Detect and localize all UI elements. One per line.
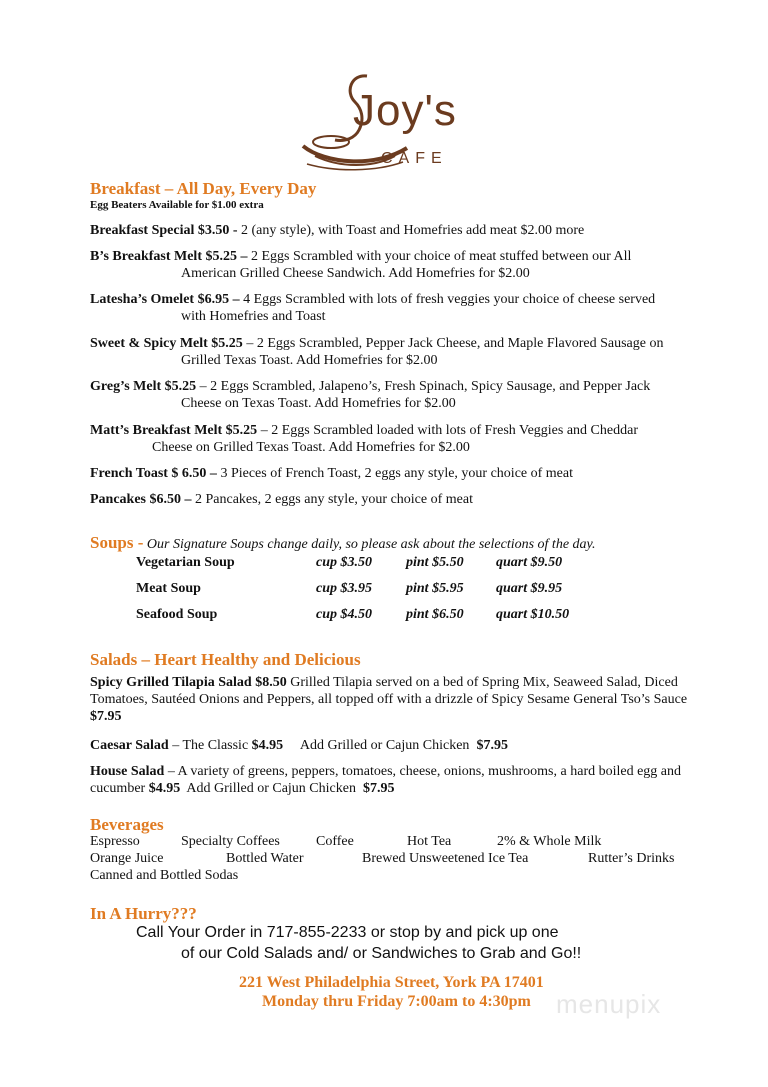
beverage-item: Hot Tea — [407, 834, 452, 849]
item-name: Caesar Salad — [90, 738, 169, 753]
soup-pint: pint $5.50 — [406, 555, 464, 570]
item-desc: 3 Pieces of French Toast, 2 eggs any style, your choice of meat — [216, 466, 573, 481]
item-name: Spicy Grilled Tilapia Salad $8.50 — [90, 675, 287, 690]
item-price: $7.95 — [90, 709, 122, 724]
beverage-item: Canned and Bottled Sodas — [90, 868, 239, 883]
hurry-heading: In A Hurry??? — [90, 904, 197, 923]
item-name: Breakfast Special $3.50 - — [90, 223, 238, 238]
item-name: House Salad — [90, 764, 165, 779]
item-desc: 2 Eggs Scrambled with your choice of meat stuffed between our All — [247, 249, 632, 264]
soups-header — [90, 533, 595, 553]
soup-pint: pint $6.50 — [406, 607, 464, 622]
breakfast-note: Egg Beaters Available for $1.00 extra — [90, 199, 264, 211]
watermark: menupix — [556, 989, 662, 1019]
item-desc: – 2 Eggs Scrambled loaded with lots of Fresh Veggies and Cheddar — [257, 423, 638, 438]
item-name: Pancakes $6.50 – — [90, 492, 192, 507]
beverage-item: Specialty Coffees — [181, 834, 280, 849]
beverage-item: Espresso — [90, 834, 140, 849]
item-desc: – A variety of greens, peppers, tomatoes, cheese, onions, mushrooms, a hard boiled egg and cucumber — [90, 764, 682, 796]
item-desc-cont: American Grilled Cheese Sandwich. Add Homefries for $2.00 — [181, 266, 530, 281]
breakfast-heading: Breakfast – All Day, Every Day — [90, 179, 317, 198]
item-desc: 2 Pancakes, 2 eggs any style, your choice of meat — [191, 492, 473, 507]
item-desc: – 2 Eggs Scrambled, Pepper Jack Cheese, and Maple Flavored Sausage on — [242, 336, 664, 351]
beverage-item: Bottled Water — [226, 851, 304, 866]
soup-name: Vegetarian Soup — [136, 555, 235, 570]
item-name: Matt’s Breakfast Melt $5.25 — [90, 423, 258, 438]
item-name: Latesha’s Omelet $6.95 – — [90, 292, 240, 307]
item-desc: – The Classic — [168, 738, 252, 753]
item-name: B’s Breakfast Melt $5.25 – — [90, 249, 248, 264]
item-price-extra: $7.95 — [476, 738, 508, 753]
menu-item — [90, 737, 730, 754]
menu-item — [90, 763, 715, 797]
item-desc-cont: Cheese on Grilled Texas Toast. Add Homefries for $2.00 — [152, 440, 470, 455]
item-name: Sweet & Spicy Melt $5.25 — [90, 336, 243, 351]
item-desc-cont: Cheese on Texas Toast. Add Homefries for $2.00 — [181, 396, 456, 411]
address: 221 West Philadelphia Street, York PA 17401 — [239, 974, 544, 991]
menu-item — [90, 491, 730, 508]
menu-item — [90, 422, 730, 456]
beverage-item: Coffee — [316, 834, 354, 849]
item-name: Greg’s Melt $5.25 — [90, 379, 197, 394]
beverage-item: 2% & Whole Milk — [497, 834, 602, 849]
item-desc-extra: Add Grilled or Cajun Chicken — [283, 738, 477, 753]
logo — [295, 68, 475, 176]
item-desc: 4 Eggs Scrambled with lots of fresh veggies your choice of cheese served — [239, 292, 656, 307]
menu-item — [90, 465, 730, 482]
item-desc: Grilled Tilapia served on a bed of Spring Mix, Seaweed Salad, Diced Tomatoes, Sautéed Onions and Peppers, all topped off with a drizzle of Spicy Sesame General Tso’s Sauce — [90, 675, 688, 707]
beverages-heading: Beverages — [90, 815, 164, 834]
hours: Monday thru Friday 7:00am to 4:30pm — [262, 993, 531, 1010]
item-price: $4.95 — [148, 781, 181, 796]
beverage-item: Rutter’s Drinks — [588, 851, 675, 866]
hurry-line-2: of our Cold Salads and/ or Sandwiches to Grab and Go!! — [181, 945, 582, 962]
soups-intro: Our Signature Soups change daily, so please ask about the selections of the day. — [143, 537, 596, 552]
menu-item — [90, 248, 730, 282]
soup-cup: cup $4.50 — [316, 607, 372, 622]
menu-item — [90, 222, 730, 239]
beverage-item: Orange Juice — [90, 851, 164, 866]
soup-quart: quart $9.95 — [496, 581, 563, 596]
item-desc-extra: Add Grilled or Cajun Chicken — [180, 781, 363, 796]
soup-pint: pint $5.95 — [406, 581, 464, 596]
menu-item — [90, 378, 730, 412]
item-desc-cont: with Homefries and Toast — [181, 309, 326, 324]
soup-cup: cup $3.50 — [316, 555, 372, 570]
item-name: French Toast $ 6.50 – — [90, 466, 217, 481]
soup-quart: quart $9.50 — [496, 555, 563, 570]
item-price: $4.95 — [251, 738, 284, 753]
menu-item — [90, 335, 730, 369]
salads-heading: Salads – Heart Healthy and Delicious — [90, 650, 361, 669]
soups-heading: Soups - — [90, 533, 144, 552]
item-desc: – 2 Eggs Scrambled, Jalapeno’s, Fresh Spinach, Spicy Sausage, and Pepper Jack — [196, 379, 651, 394]
logo-title: Joy's — [353, 86, 457, 135]
soup-quart: quart $10.50 — [496, 607, 570, 622]
menu-item — [90, 291, 730, 325]
beverage-item: Brewed Unsweetened Ice Tea — [362, 851, 529, 866]
soup-name: Seafood Soup — [136, 607, 218, 622]
item-desc-cont: Grilled Texas Toast. Add Homefries for $2.00 — [181, 353, 438, 368]
item-price-extra: $7.95 — [362, 781, 395, 796]
menu-item — [90, 674, 715, 725]
soup-name: Meat Soup — [136, 581, 201, 596]
item-desc: 2 (any style), with Toast and Homefries add meat $2.00 more — [237, 223, 585, 238]
soup-cup: cup $3.95 — [316, 581, 372, 596]
logo-subtitle: CAFE — [381, 150, 448, 167]
hurry-line-1: Call Your Order in 717-855-2233 or stop by and pick up one — [136, 924, 559, 941]
